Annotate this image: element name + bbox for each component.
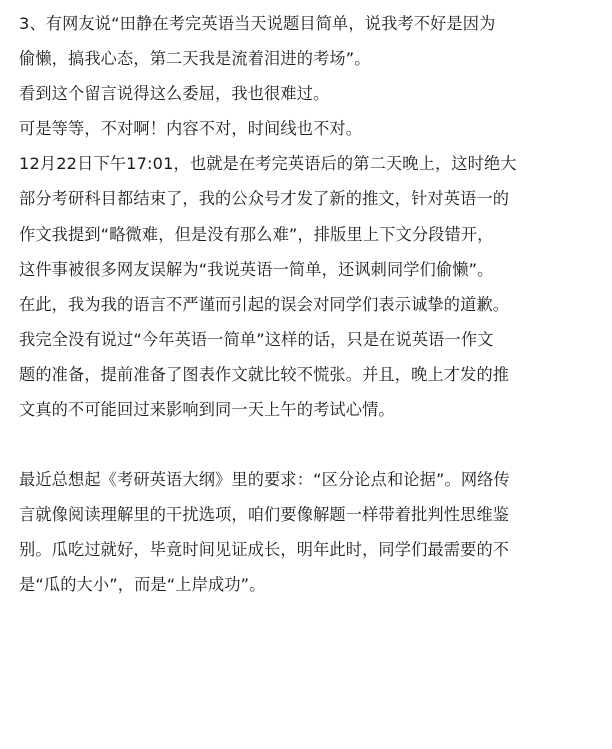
text-line: 看到这个留言说得这么委屈，我也很难过。	[19, 84, 330, 104]
text-line: 在此，我为我的语言不严谨而引起的误会对同学们表示诚挚的道歉。	[19, 294, 510, 314]
paragraph-explanation	[19, 154, 592, 420]
text-line: 文真的不可能回过来影响到同一天上午的考试心情。	[19, 400, 395, 420]
text-line: 部分考研科目都结束了，我的公众号才发了新的推文，针对英语一的	[19, 189, 510, 209]
paragraph-gap	[19, 435, 592, 470]
text-line: 可是等等，不对啊！内容不对，时间线也不对。	[19, 119, 363, 139]
text-line: 3、有网友说“田静在考完英语当天说题目简单，说我考不好是因为	[19, 14, 496, 33]
text-line: 别。瓜吃过就好，毕竟时间见证成长，明年此时，同学们最需要的不	[19, 540, 510, 560]
text-line: 偷懒，搞我心态，第二天我是流着泪进的考场”。	[19, 49, 371, 69]
paragraph-timeline-wrong	[19, 119, 592, 139]
text-line: 12月22日下午17:01，也就是在考完英语后的第二天晚上，这时绝大	[19, 154, 517, 174]
paragraph-feeling-sad	[19, 84, 592, 104]
text-line: 言就像阅读理解里的干扰选项，咱们要像解题一样带着批判性思维鉴	[19, 505, 510, 525]
text-line: 最近总想起《考研英语大纲》里的要求：“区分论点和论据”。网络传	[19, 470, 510, 490]
paragraph-netizen-claim	[19, 14, 592, 69]
text-line: 我完全没有说过“今年英语一简单”这样的话，只是在说英语一作文	[19, 329, 494, 349]
text-line: 作文我提到“略微难，但是没有那么难”，排版里上下文分段错开，	[19, 224, 494, 244]
text-line: 题的准备，提前准备了图表作文就比较不慌张。并且，晚上才发的推	[19, 364, 510, 384]
text-line: 是“瓜的大小”，而是“上岸成功”。	[19, 575, 266, 595]
paragraph-conclusion	[19, 470, 592, 595]
text-line: 这件事被很多网友误解为“我说英语一简单，还讽刺同学们偷懒”。	[19, 259, 494, 279]
